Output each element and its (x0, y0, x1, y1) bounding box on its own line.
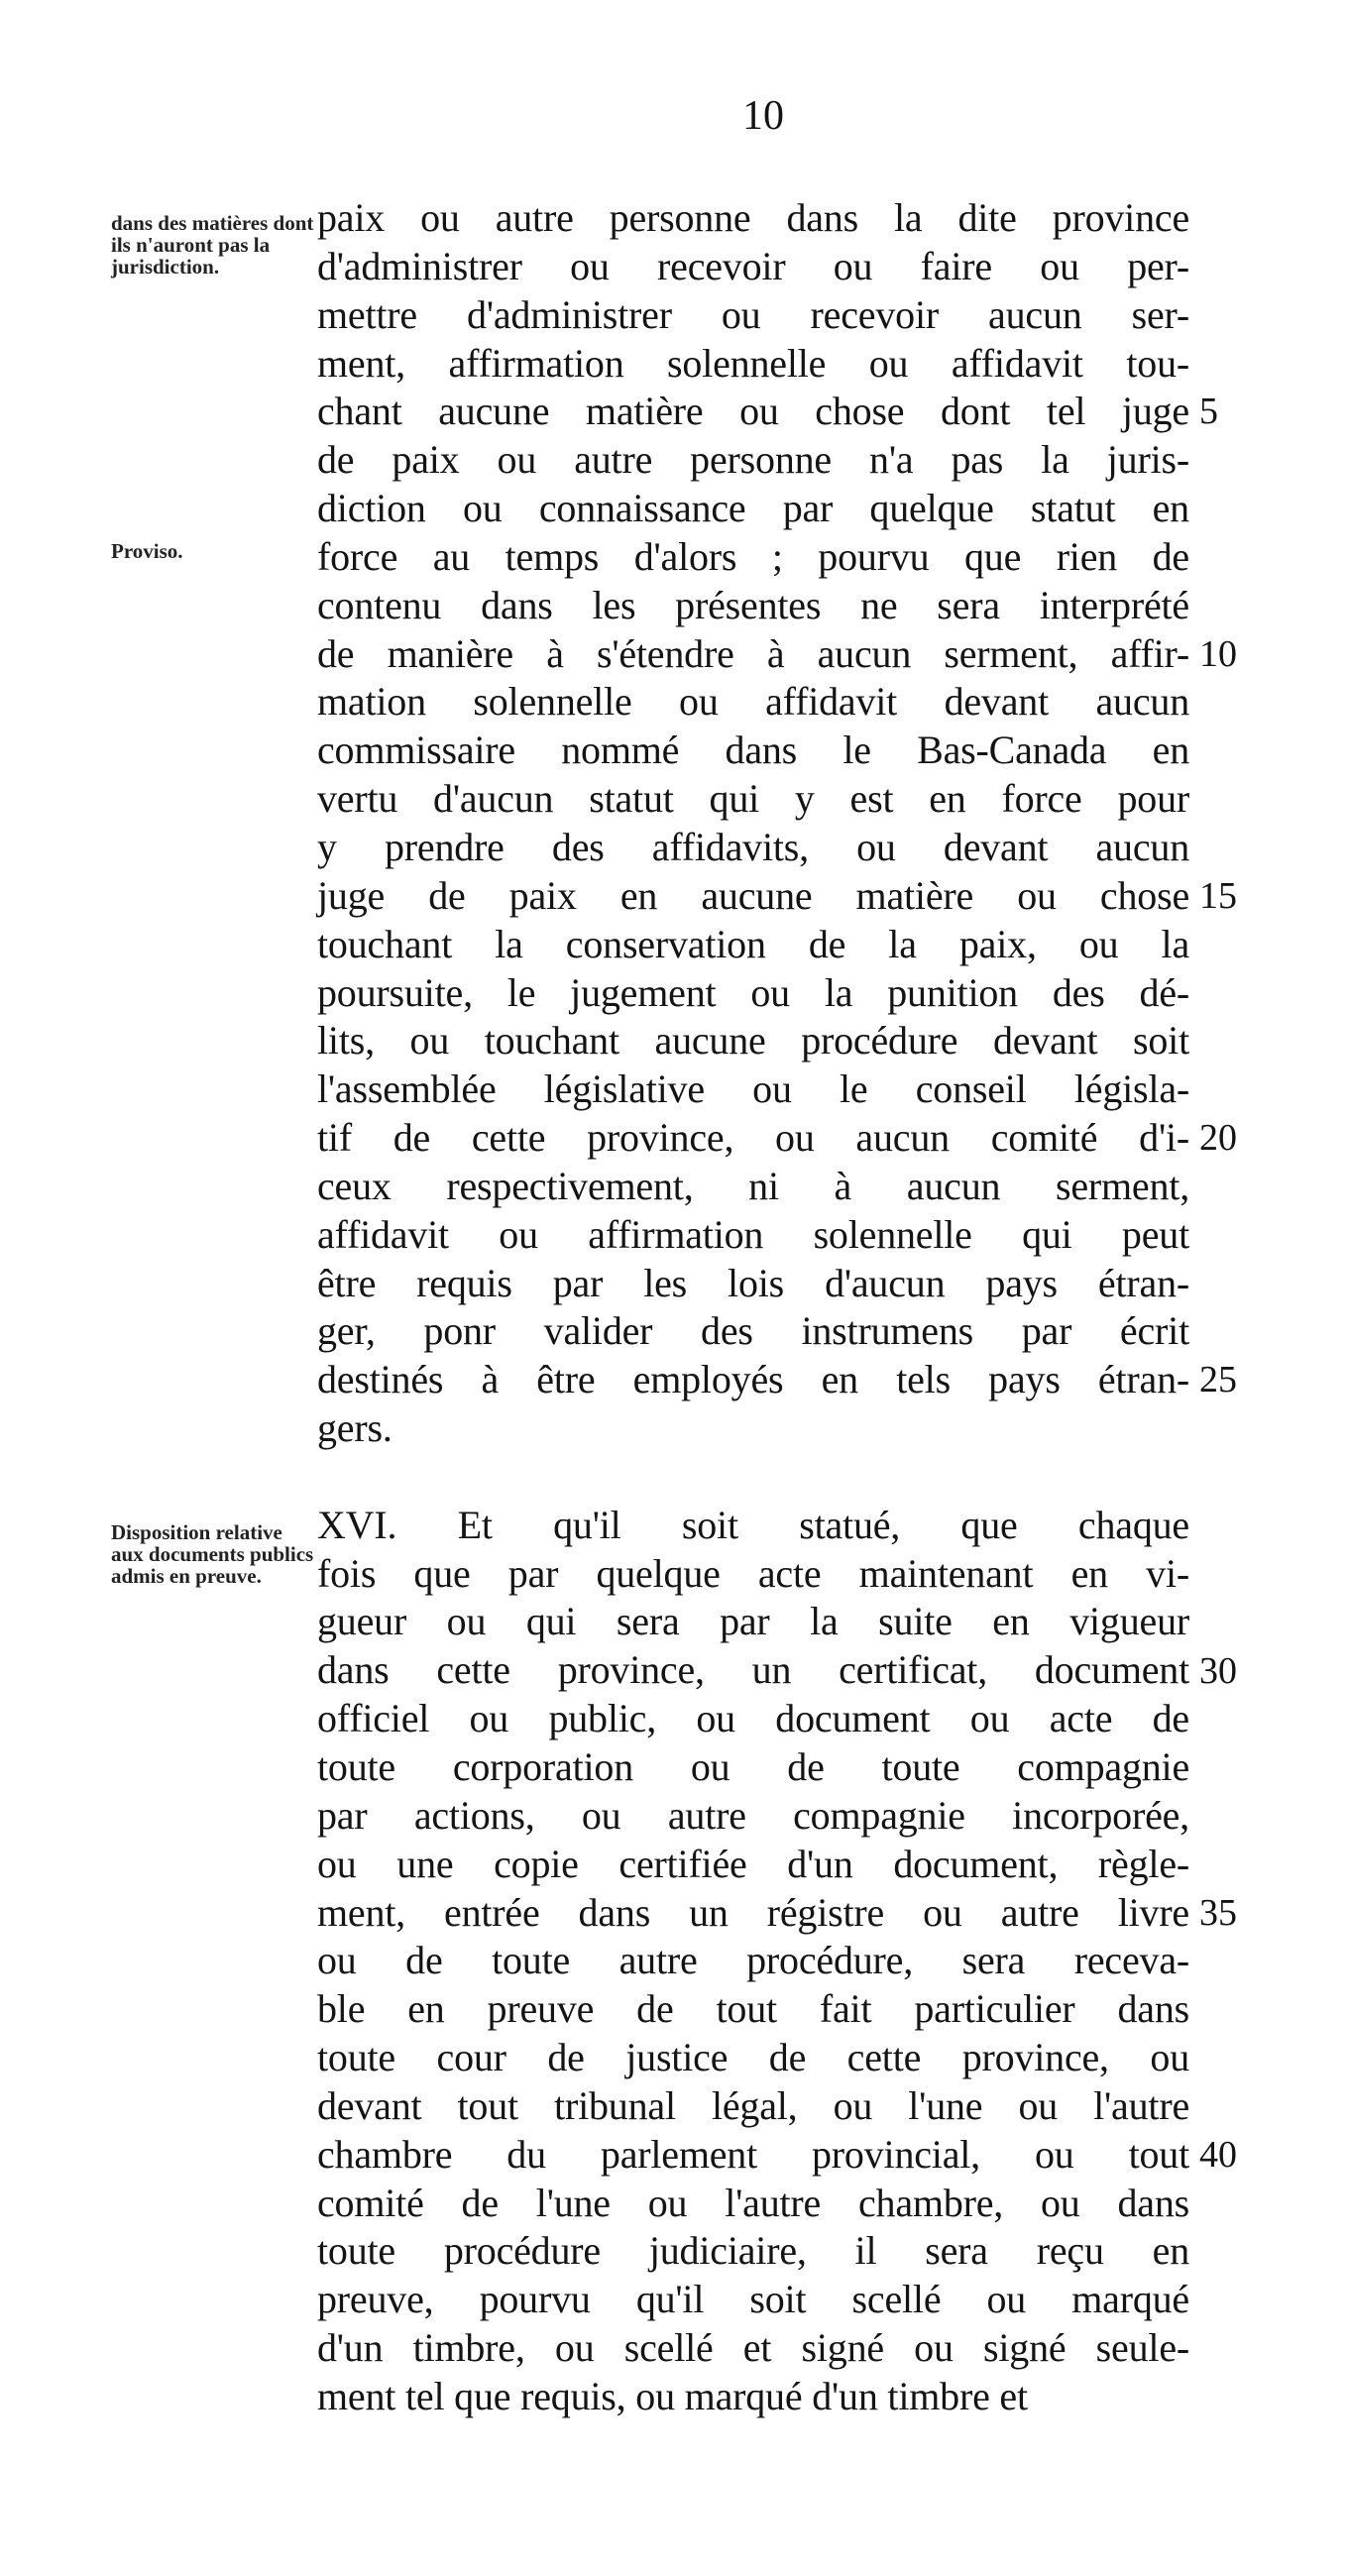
line-number: 30 (1199, 1649, 1237, 1692)
paragraph-gap (317, 1453, 1189, 1502)
text-line-content: ment, affirmation solennelle ou affidavit tou- (317, 340, 1189, 386)
text-line-content: force au temps d'alors ; pourvu que rien de (317, 533, 1189, 579)
text-line (317, 1163, 1189, 1211)
line-number: 35 (1199, 1891, 1237, 1934)
text-line-content: d'administrer ou recevoir ou faire ou per- (317, 243, 1189, 288)
line-number: 25 (1199, 1359, 1237, 1401)
text-line-content: gueur ou qui sera par la suite en vigueur (317, 1599, 1189, 1644)
text-line-content: chambre du parlement provincial, ou tout (317, 2131, 1189, 2177)
text-line (317, 921, 1189, 969)
text-line (317, 727, 1189, 775)
text-line-content: poursuite, le jugement ou la punition des dé- (317, 969, 1189, 1015)
text-line-content: par actions, ou autre compagnie incorporée, (317, 1792, 1189, 1838)
text-line (317, 1937, 1189, 1985)
text-line-content: ble en preuve de tout fait particulier dans (317, 1986, 1189, 2032)
text-line (317, 824, 1189, 872)
text-line (317, 1404, 1189, 1453)
text-line (317, 2034, 1189, 2082)
text-line-content: comité de l'une ou l'autre chambre, ou dans (317, 2180, 1189, 2225)
text-line (317, 388, 1189, 436)
text-line (317, 775, 1189, 824)
text-line (317, 533, 1189, 582)
text-line (317, 2082, 1189, 2131)
line-number: 5 (1199, 391, 1218, 433)
text-line-content: touchant la conservation de la paix, ou la (317, 921, 1189, 966)
text-line (317, 1065, 1189, 1114)
text-line-content: officiel ou public, ou document ou acte de (317, 1696, 1189, 1741)
text-line (317, 1695, 1189, 1743)
text-line (317, 582, 1189, 630)
text-line-content: devant tout tribunal légal, ou l'une ou l'autre (317, 2082, 1189, 2128)
text-line-content: d'un timbre, ou scellé et signé ou signé seule- (317, 2325, 1189, 2371)
text-line (317, 1550, 1189, 1599)
text-line (317, 1307, 1189, 1356)
text-line-content: ment tel que requis, ou marqué d'un timbre et (317, 2373, 1028, 2418)
page-number: 10 (742, 93, 784, 139)
text-line-content: l'assemblée législative ou le conseil législa- (317, 1066, 1189, 1112)
text-line-content: toute cour de justice de cette province, ou (317, 2035, 1189, 2080)
text-line (317, 2180, 1189, 2228)
text-line-content: commissaire nommé dans le Bas-Canada en (317, 728, 1189, 773)
text-line (317, 2324, 1189, 2373)
text-line-content: chant aucune matière ou chose dont tel juge (317, 389, 1189, 434)
text-line (317, 678, 1189, 727)
text-line-content: contenu dans les présentes ne sera interprété (317, 582, 1189, 627)
text-line-content: de manière à s'étendre à aucun serment, affir- (317, 630, 1189, 676)
text-line (317, 1792, 1189, 1841)
text-line (317, 1646, 1189, 1695)
text-line-content: mettre d'administrer ou recevoir aucun ser- (317, 291, 1189, 337)
text-line (317, 1114, 1189, 1163)
text-line (317, 2227, 1189, 2276)
text-line (317, 1889, 1189, 1938)
text-line (317, 630, 1189, 679)
margin-note-jurisdiction: dans des matières dont ils n'auront pas la jurisdiction. (111, 211, 314, 279)
text-line-content: destinés à être employés en tels pays étran- (317, 1357, 1189, 1402)
text-line (317, 194, 1189, 243)
text-line (317, 291, 1189, 340)
text-line (317, 1598, 1189, 1646)
text-line-content: toute procédure judiciaire, il sera reçu en (317, 2228, 1189, 2274)
text-line-content: dans cette province, un certificat, document (317, 1647, 1189, 1693)
text-line-content: paix ou autre personne dans la dite province (317, 195, 1189, 240)
text-line-content: être requis par les lois d'aucun pays étran- (317, 1260, 1189, 1305)
margin-note-proviso: Proviso. (111, 539, 183, 563)
text-line-content: tif de cette province, ou aucun comité d'i- (317, 1115, 1189, 1161)
text-line (317, 243, 1189, 291)
text-line (317, 1841, 1189, 1889)
text-line (317, 2373, 1189, 2421)
text-line (317, 2131, 1189, 2180)
margin-note-documents: Disposition relative aux documents publics admis en preuve. (111, 1520, 314, 1588)
text-line-content: fois que par quelque acte maintenant en vi- (317, 1550, 1189, 1596)
text-line-content: ou de toute autre procédure, sera receva- (317, 1938, 1189, 1983)
text-line-content: ou une copie certifiée d'un document, règle- (317, 1841, 1189, 1886)
text-line (317, 1743, 1189, 1792)
text-line-content: juge de paix en aucune matière ou chose (317, 872, 1189, 918)
text-line-content: vertu d'aucun statut qui y est en force pour (317, 776, 1189, 822)
text-line-content: gers. (317, 1405, 393, 1451)
main-text-column (317, 194, 1189, 2421)
text-line (317, 969, 1189, 1018)
text-line-content: ment, entrée dans un régistre ou autre livre (317, 1889, 1189, 1935)
text-line-content: toute corporation ou de toute compagnie (317, 1744, 1189, 1789)
text-line-content: affidavit ou affirmation solennelle qui peut (317, 1211, 1189, 1257)
line-number: 10 (1199, 632, 1237, 675)
text-line-content: ceux respectivement, ni à aucun serment, (317, 1163, 1189, 1208)
text-line-content: XVI. Et qu'il soit statué, que chaque (317, 1502, 1189, 1547)
text-line-content: lits, ou touchant aucune procédure devant soit (317, 1018, 1189, 1064)
text-line (317, 436, 1189, 485)
text-line-content: diction ou connaissance par quelque statut en (317, 486, 1189, 531)
text-line (317, 485, 1189, 533)
line-number: 40 (1199, 2134, 1237, 2176)
text-line (317, 1985, 1189, 2034)
text-line (317, 1017, 1189, 1065)
text-line (317, 872, 1189, 921)
text-line-content: de paix ou autre personne n'a pas la juris- (317, 437, 1189, 483)
text-line-content: mation solennelle ou affidavit devant aucun (317, 679, 1189, 725)
text-line (317, 1502, 1189, 1550)
text-line (317, 340, 1189, 389)
line-number: 20 (1199, 1117, 1237, 1160)
text-line (317, 1356, 1189, 1404)
line-number: 15 (1199, 874, 1237, 917)
text-line (317, 2276, 1189, 2324)
text-line-content: y prendre des affidavits, ou devant aucun (317, 824, 1189, 869)
text-line (317, 1211, 1189, 1260)
text-line-content: preuve, pourvu qu'il soit scellé ou marqué (317, 2277, 1189, 2322)
text-line (317, 1260, 1189, 1308)
text-line-content: ger, ponr valider des instrumens par écrit (317, 1308, 1189, 1354)
